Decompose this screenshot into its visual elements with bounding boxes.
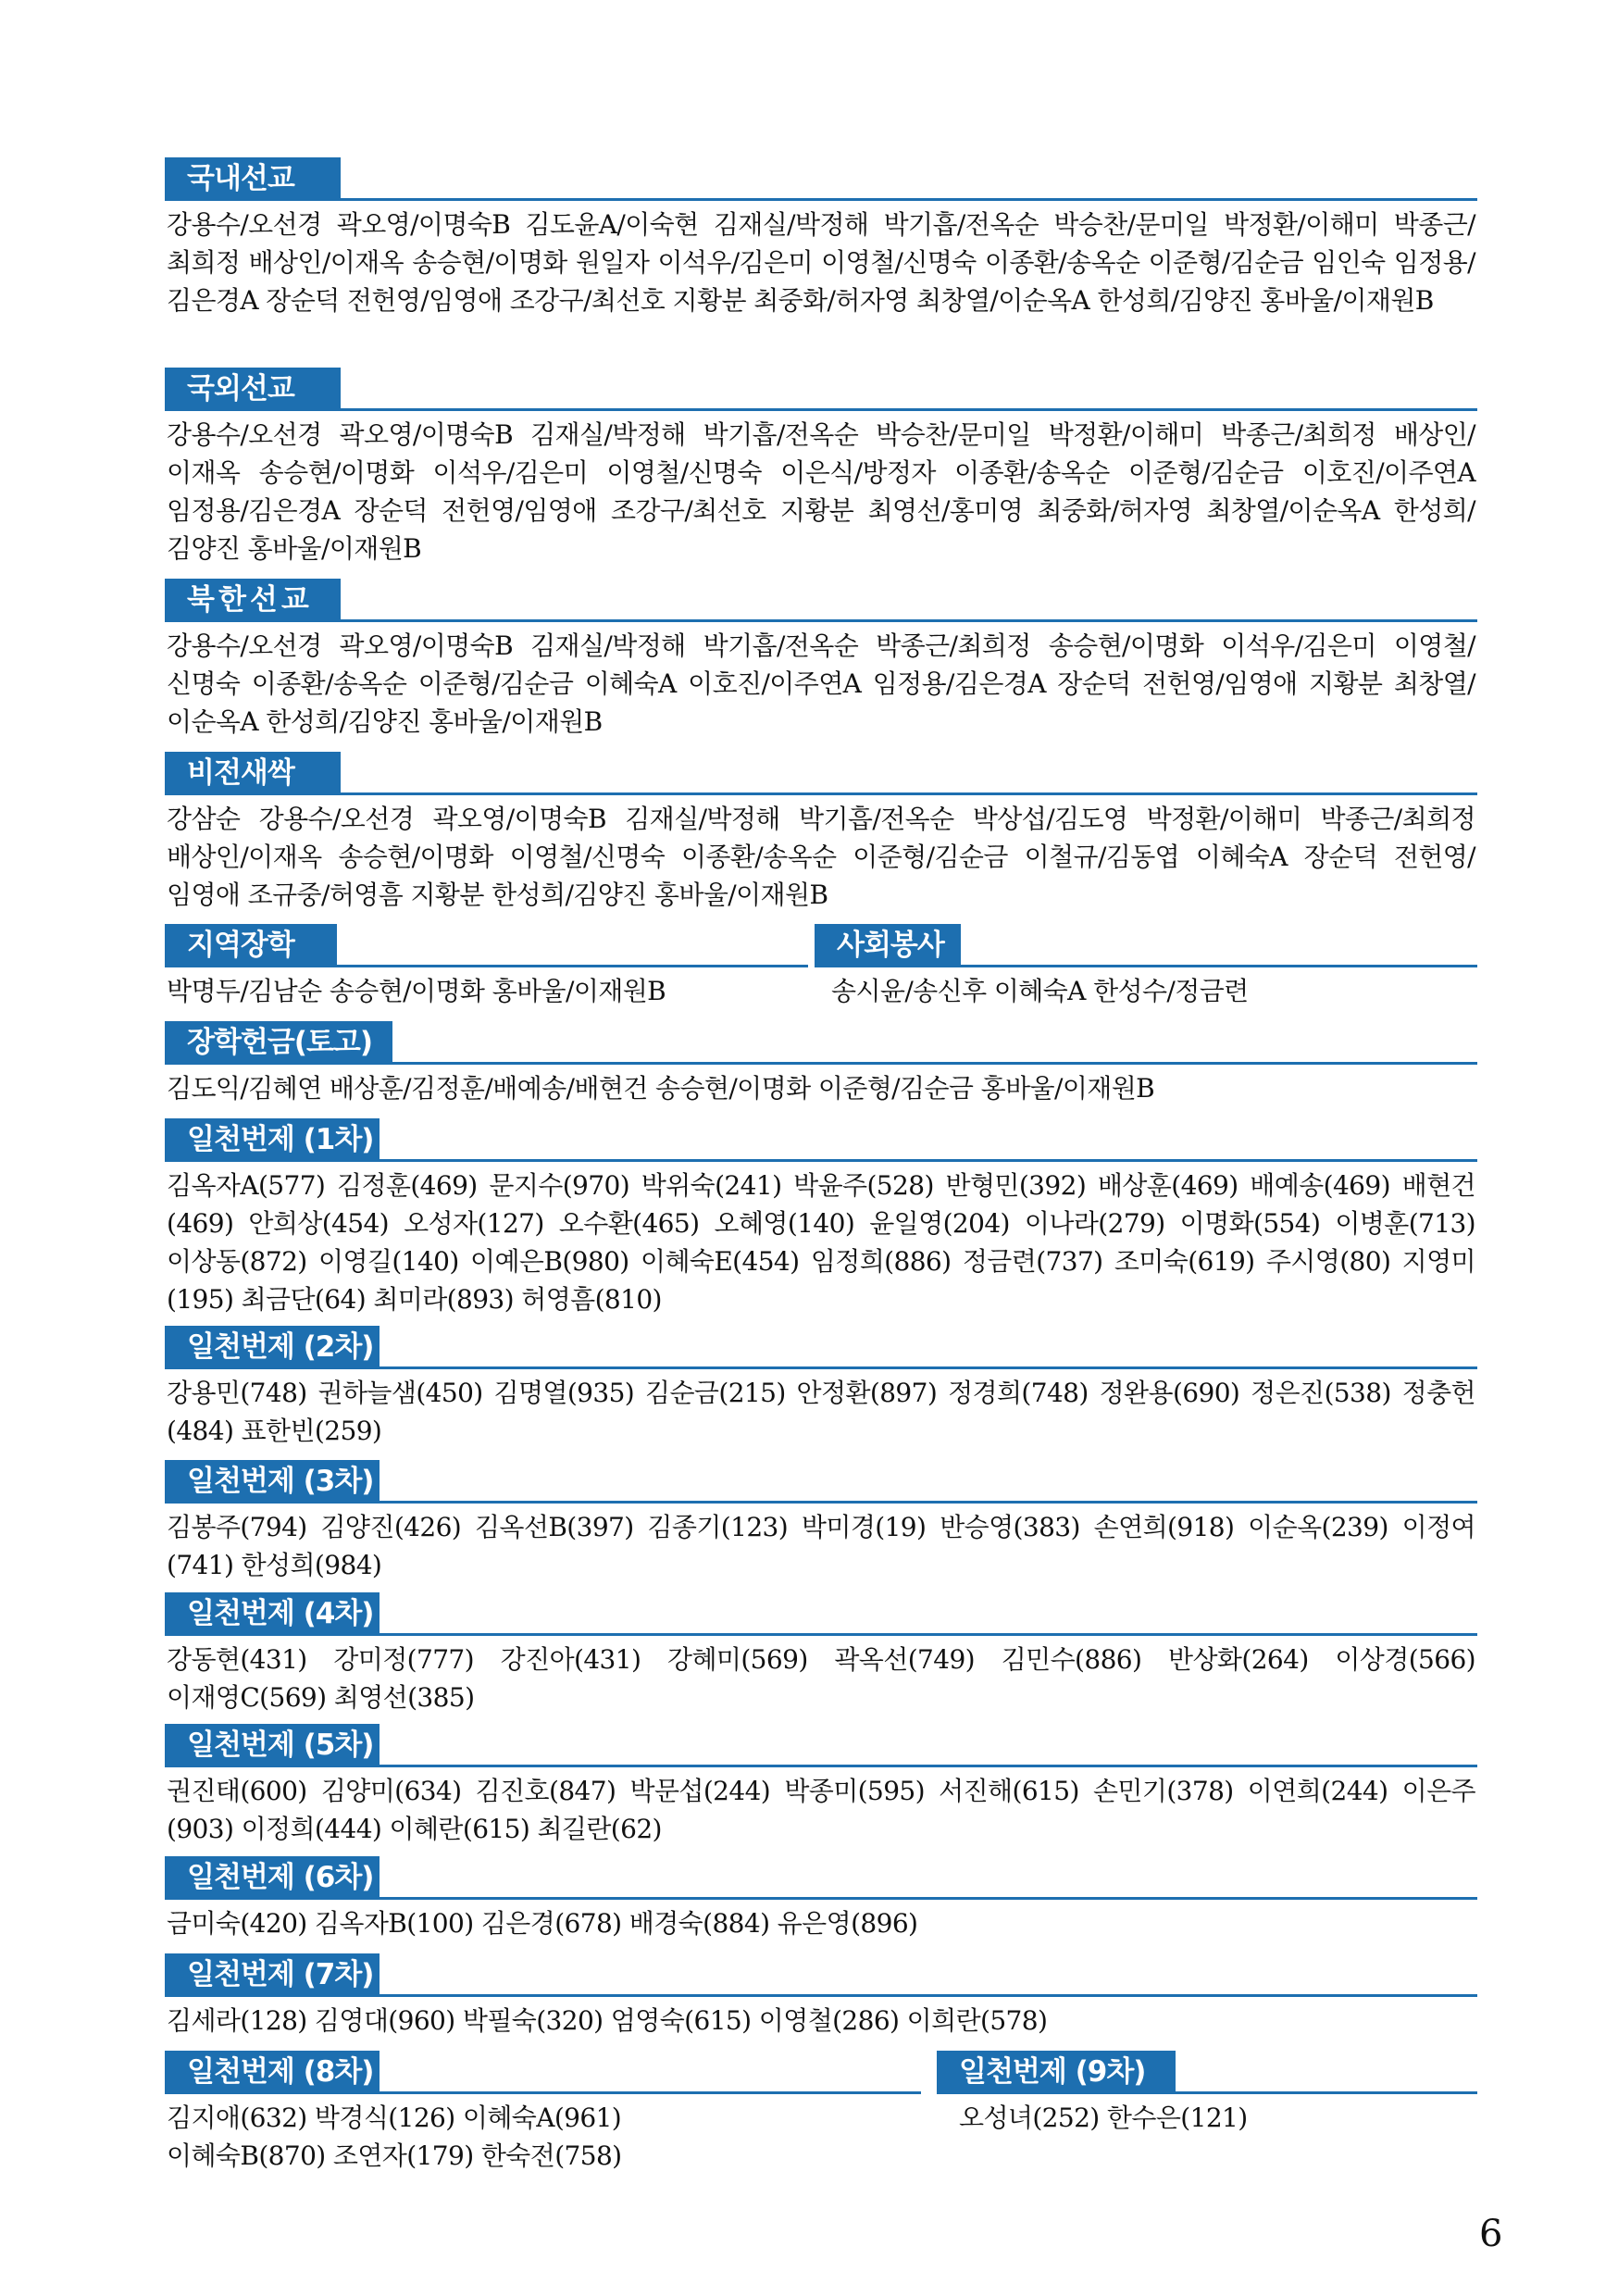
section-scholarship-togo [165,1021,1477,1107]
section-title: 국내선교 [165,157,341,200]
section-title: 일천번제 (9차) [937,2051,1176,2093]
section-rule [165,619,1477,622]
section-title: 장학헌금(토고) [165,1021,392,1064]
section-offering-round-7 [165,1953,1477,2040]
section-text: 박명두/김남순 송승현/이명화 홍바울/이재원B [167,976,666,1006]
section-text: 김옥자A(577) 김정훈(469) 문지수(970) 박위숙(241) 박윤주(528) 반형민(392) 배상훈(469) 배예송(469) 배현건(469) 안희상(454) 오성자(127) 오수환(465) 오혜영(140) 윤일영(204) 이나라(279) 이명화(554) 이병훈(713) 이상동(872) 이영길(140) 이예은B(980) 이혜숙E(454) 임정희(886) 정금련(737) 조미숙(619) 주시영(80) 지영미(195) 최금단(64) 최미라(893) 허영흠(810) [167,1170,1475,1315]
section-text: 김도익/김혜연 배상훈/김정훈/배예송/배현건 송승현/이명화 이준형/김순금 홍바울/이재원B [167,1073,1155,1104]
section-rule [165,1062,1477,1065]
section-title: 북한선교 [165,579,341,621]
section-offering-round-1 [165,1118,1477,1318]
section-text: 강용수/오선경 곽오영/이명숙B 김재실/박정해 박기흡/전옥순 박종근/최희정 송승현/이명화 이석우/김은미 이영철/신명숙 이종환/송옥순 이준형/김순금 이혜숙A 이호진/이주연A 임정용/김은경A 장순덕 전헌영/임영애 지황분 최창열/이순옥A 한성희/김양진 홍바울/이재원B [167,630,1475,737]
section-text: 강동현(431) 강미정(777) 강진아(431) 강혜미(569) 곽옥선(749) 김민수(886) 반상화(264) 이상경(566) 이재영C(569) 최영선(385) [167,1644,1475,1713]
section-text: 강용민(748) 권하늘샘(450) 김명열(935) 김순금(215) 안정환(897) 정경희(748) 정완용(690) 정은진(538) 정충헌(484) 표한빈(259) [167,1378,1475,1446]
section-offering-round-8 [165,2051,921,2175]
section-offering-round-9 [937,2051,1477,2137]
section-overseas-mission [165,368,1477,568]
section-rule [165,1994,1477,1997]
section-text: 김지애(632) 박경식(126) 이혜숙A(961) 이혜숙B(870) 조연자(179) 한숙전(758) [167,2103,622,2171]
section-offering-round-5 [165,1724,1477,1848]
section-text: 김봉주(794) 김양진(426) 김옥선B(397) 김종기(123) 박미경(19) 반승영(383) 손연희(918) 이순옥(239) 이정여(741) 한성희(984) [167,1512,1475,1580]
section-rule [165,1501,1477,1504]
section-social-service [815,924,1477,1010]
section-title: 사회봉사 [815,924,961,967]
section-title: 일천번제 (5차) [165,1724,380,1766]
page-number: 6 [1479,2213,1503,2255]
section-rule [165,1366,1477,1369]
section-rule [165,792,1477,795]
section-offering-round-4 [165,1592,1477,1716]
section-rule [165,408,1477,411]
section-text: 김세라(128) 김영대(960) 박필숙(320) 엄영숙(615) 이영철(286) 이희란(578) [167,2005,1048,2036]
section-offering-round-3 [165,1460,1477,1584]
section-title: 비전새싹 [165,752,341,794]
section-title: 일천번제 (2차) [165,1326,380,1368]
section-text: 강용수/오선경 곽오영/이명숙B 김도윤A/이숙현 김재실/박정해 박기흡/전옥순 박승찬/문미일 박정환/이해미 박종근/최희정 배상인/이재옥 송승현/이명화 원일자 이석우/김은미 이영철/신명숙 이종환/송옥순 이준형/김순금 임인숙 임정용/김은경A 장순덕 전헌영/임영애 조강구/최선호 지황분 최중화/허자영 최창열/이순옥A 한성희/김양진 홍바울/이재원B [167,209,1475,316]
section-rule [165,198,1477,201]
section-north-korea-mission [165,579,1477,741]
section-vision-sprout [165,752,1477,914]
section-rule [165,1633,1477,1636]
section-text: 강삼순 강용수/오선경 곽오영/이명숙B 김재실/박정해 박기흡/전옥순 박상섭/김도영 박정환/이해미 박종근/최희정 배상인/이재옥 송승현/이명화 이영철/신명숙 이종환/송옥순 이준형/김순금 이철규/김동엽 이혜숙A 장순덕 전헌영/임영애 조규중/허영흠 지황분 한성희/김양진 홍바울/이재원B [167,804,1475,910]
section-text: 송시윤/송신후 이혜숙A 한성수/정금련 [831,976,1249,1006]
section-rule [165,1897,1477,1900]
section-offering-round-2 [165,1326,1477,1450]
section-rule [815,965,1477,967]
section-domestic-mission [165,157,1477,319]
section-rule [165,1159,1477,1162]
section-text: 오성녀(252) 한수은(121) [959,2103,1248,2133]
section-text: 금미숙(420) 김옥자B(100) 김은경(678) 배경숙(884) 유은영(896) [167,1908,918,1939]
section-title: 일천번제 (6차) [165,1856,380,1899]
section-regional-scholarship [165,924,808,1010]
section-title: 지역장학 [165,924,337,967]
section-title: 일천번제 (8차) [165,2051,380,2093]
section-title: 일천번제 (1차) [165,1118,380,1161]
section-title: 일천번제 (3차) [165,1460,380,1503]
section-rule [937,2091,1477,2094]
section-title: 일천번제 (4차) [165,1592,380,1635]
section-text: 권진태(600) 김양미(634) 김진호(847) 박문섭(244) 박종미(595) 서진해(615) 손민기(378) 이연희(244) 이은주(903) 이정희(444) 이혜란(615) 최길란(62) [167,1776,1475,1844]
section-rule [165,2091,921,2094]
section-rule [165,965,808,967]
section-rule [165,1765,1477,1767]
section-offering-round-6 [165,1856,1477,1942]
section-title: 일천번제 (7차) [165,1953,380,1996]
section-title: 국외선교 [165,368,341,410]
section-text: 강용수/오선경 곽오영/이명숙B 김재실/박정해 박기흡/전옥순 박승찬/문미일 박정환/이해미 박종근/최희정 배상인/이재옥 송승현/이명화 이석우/김은미 이영철/신명숙 이은식/방정자 이종환/송옥순 이준형/김순금 이호진/이주연A 임정용/김은경A 장순덕 전헌영/임영애 조강구/최선호 지황분 최영선/홍미영 최중화/허자영 최창열/이순옥A 한성희/김양진 홍바울/이재원B [167,419,1475,564]
